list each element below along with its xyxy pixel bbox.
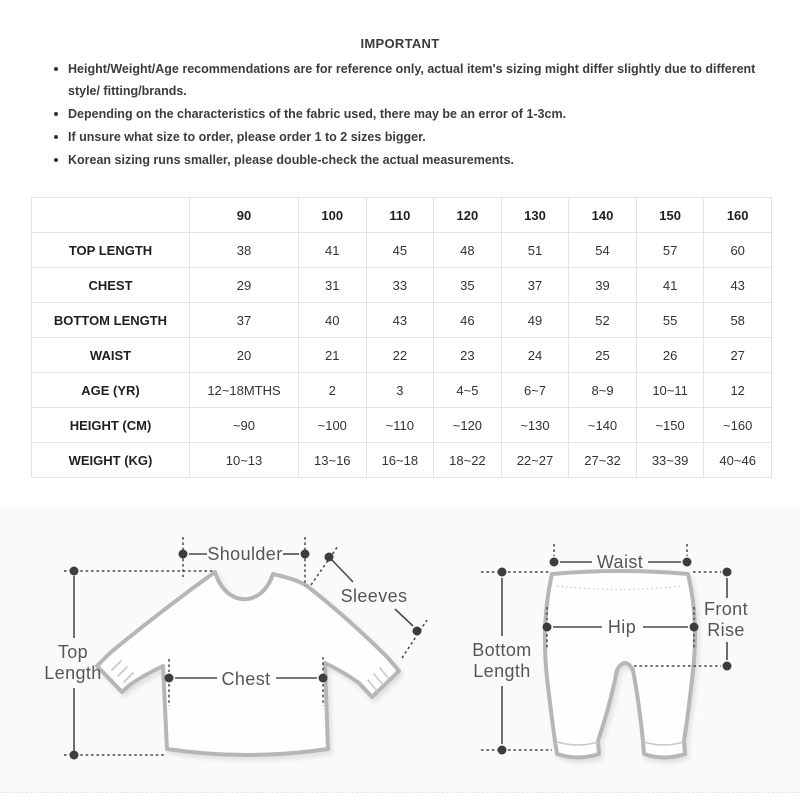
table-cell: 8~9	[569, 373, 637, 408]
size-guide-diagram	[0, 508, 800, 792]
shoulder-label: Shoulder	[207, 544, 283, 564]
bottom-length-label-line1: Bottom	[472, 640, 532, 660]
measure-dot	[683, 558, 692, 567]
table-cell: 27~32	[569, 443, 637, 478]
table-cell: 58	[704, 303, 772, 338]
table-cell: ~150	[636, 408, 704, 443]
table-cell: 12~18MTHS	[190, 373, 299, 408]
measure-dot	[723, 568, 732, 577]
pants-diagram	[472, 544, 748, 758]
row-label: AGE (YR)	[32, 373, 190, 408]
table-row	[32, 338, 772, 373]
table-cell: ~90	[190, 408, 299, 443]
measure-dot	[70, 567, 79, 576]
size-column-header: 100	[299, 198, 367, 233]
table-cell: 43	[366, 303, 434, 338]
table-cell: 48	[434, 233, 502, 268]
measure-dot	[498, 746, 507, 755]
table-cell: ~130	[501, 408, 569, 443]
front-rise-label-line2: Rise	[707, 620, 745, 640]
list-item: Korean sizing runs smaller, please double-check the actual measurements.	[47, 149, 771, 171]
table-cell: 39	[569, 268, 637, 303]
table-cell: 35	[434, 268, 502, 303]
table-row	[32, 303, 772, 338]
table-row	[32, 268, 772, 303]
row-label: WEIGHT (KG)	[32, 443, 190, 478]
table-cell: ~160	[704, 408, 772, 443]
table-cell: 18~22	[434, 443, 502, 478]
measure-dot	[301, 550, 310, 559]
table-cell: 46	[434, 303, 502, 338]
size-column-header: 160	[704, 198, 772, 233]
table-cell: 20	[190, 338, 299, 373]
table-cell: 24	[501, 338, 569, 373]
table-cell: 26	[636, 338, 704, 373]
table-cell: 22	[366, 338, 434, 373]
list-item: Height/Weight/Age recommendations are for reference only, actual item's sizing might differ slightly due to different style/ fitting/brands.	[47, 58, 771, 102]
table-cell: ~110	[366, 408, 434, 443]
table-cell: 12	[704, 373, 772, 408]
measure-dot	[319, 674, 328, 683]
size-column-header: 140	[569, 198, 637, 233]
measure-dot	[165, 674, 174, 683]
table-cell: 21	[299, 338, 367, 373]
row-label: HEIGHT (CM)	[32, 408, 190, 443]
measure-dot	[723, 662, 732, 671]
table-cell: 52	[569, 303, 637, 338]
table-header-row	[32, 198, 772, 233]
table-cell: 33	[366, 268, 434, 303]
table-cell: 41	[636, 268, 704, 303]
table-cell: 6~7	[501, 373, 569, 408]
measure-line	[311, 546, 338, 585]
top-length-label-line1: Top	[57, 642, 89, 662]
chest-label: Chest	[221, 669, 271, 689]
table-cell: 45	[366, 233, 434, 268]
table-cell: 49	[501, 303, 569, 338]
table-cell: 60	[704, 233, 772, 268]
table-cell: 37	[190, 303, 299, 338]
table-cell: 4~5	[434, 373, 502, 408]
measure-dot	[325, 553, 334, 562]
measure-dot	[179, 550, 188, 559]
bottom-length-label-line2: Length	[473, 661, 531, 681]
size-column-header: 110	[366, 198, 434, 233]
pants-outline	[545, 571, 695, 758]
table-cell: 10~13	[190, 443, 299, 478]
table-cell: 3	[366, 373, 434, 408]
measure-dot	[413, 627, 422, 636]
corner-cell	[32, 198, 190, 233]
measurement-diagram-section	[0, 508, 800, 793]
notes-list	[47, 58, 771, 172]
table-cell: ~120	[434, 408, 502, 443]
measure-line	[332, 560, 353, 582]
table-cell: 38	[190, 233, 299, 268]
table-row	[32, 443, 772, 478]
sleeves-label: Sleeves	[340, 586, 408, 606]
table-cell: 40~46	[704, 443, 772, 478]
measure-line	[402, 620, 427, 658]
list-item: Depending on the characteristics of the fabric used, there may be an error of 1-3cm.	[47, 103, 771, 125]
size-table-body	[32, 198, 772, 478]
bottom-length-measure	[472, 568, 552, 755]
waist-label: Waist	[596, 552, 644, 572]
table-cell: 27	[704, 338, 772, 373]
size-table	[31, 197, 772, 478]
table-cell: 33~39	[636, 443, 704, 478]
shirt-diagram	[44, 537, 427, 760]
table-cell: 2	[299, 373, 367, 408]
table-cell: 40	[299, 303, 367, 338]
table-cell: 25	[569, 338, 637, 373]
measure-line	[395, 609, 413, 626]
row-label: BOTTOM LENGTH	[32, 303, 190, 338]
table-cell: 37	[501, 268, 569, 303]
measure-dot	[70, 751, 79, 760]
waist-measure	[550, 544, 692, 572]
table-cell: 41	[299, 233, 367, 268]
table-cell: 23	[434, 338, 502, 373]
front-rise-label-line1: Front	[703, 599, 749, 619]
page-title: IMPORTANT	[360, 36, 440, 51]
row-label: WAIST	[32, 338, 190, 373]
measure-dot	[498, 568, 507, 577]
table-cell: ~100	[299, 408, 367, 443]
size-column-header: 90	[190, 198, 299, 233]
measure-dot	[543, 623, 552, 632]
table-cell: 10~11	[636, 373, 704, 408]
measure-dot	[550, 558, 559, 567]
table-cell: 43	[704, 268, 772, 303]
size-column-header: 120	[434, 198, 502, 233]
size-column-header: 150	[636, 198, 704, 233]
table-row	[32, 233, 772, 268]
table-cell: 51	[501, 233, 569, 268]
table-cell: 22~27	[501, 443, 569, 478]
list-item: If unsure what size to order, please order 1 to 2 sizes bigger.	[47, 126, 771, 148]
table-cell: 29	[190, 268, 299, 303]
table-cell: 57	[636, 233, 704, 268]
table-cell: 16~18	[366, 443, 434, 478]
size-column-header: 130	[501, 198, 569, 233]
table-cell: 13~16	[299, 443, 367, 478]
table-cell: 55	[636, 303, 704, 338]
row-label: CHEST	[32, 268, 190, 303]
table-row	[32, 373, 772, 408]
table-cell: 54	[569, 233, 637, 268]
row-label: TOP LENGTH	[32, 233, 190, 268]
table-row	[32, 408, 772, 443]
table-cell: ~140	[569, 408, 637, 443]
top-length-label-line2: Length	[44, 663, 102, 683]
table-cell: 31	[299, 268, 367, 303]
hip-label: Hip	[607, 617, 637, 637]
measure-dot	[690, 623, 699, 632]
